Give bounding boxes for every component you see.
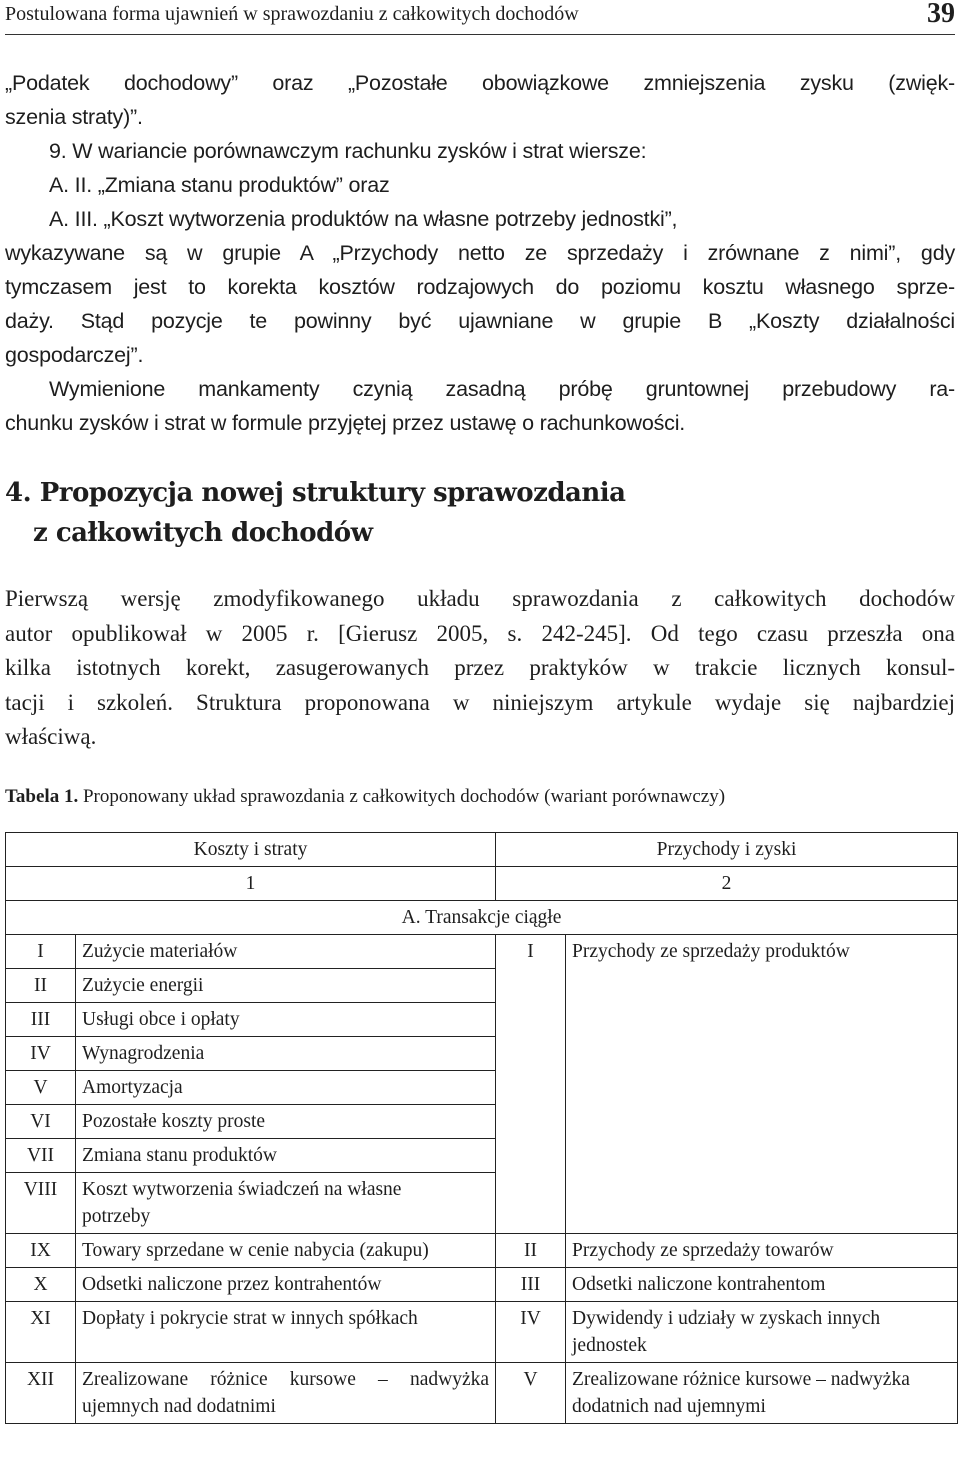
row-right-num: I [496, 935, 566, 1234]
col-right-num: 2 [496, 867, 958, 901]
row-left-text: Zmiana stanu produktów [76, 1139, 496, 1173]
row-left-text: Odsetki naliczone przez kontrahentów [76, 1268, 496, 1302]
intro-line: A. II. „Zmiana stanu produktów” oraz [49, 173, 390, 197]
section-a-label: A. Transakcje ciągłe [6, 901, 958, 935]
body-paragraph [5, 582, 955, 755]
row-left-num: V [6, 1071, 76, 1105]
table-header-row [6, 833, 958, 867]
table-number-row [6, 867, 958, 901]
row-left-num: VI [6, 1105, 76, 1139]
intro-line: tymczasem jest to korekta kosztów rodzajowych do poziomu kosztu własnego sprze- [5, 275, 955, 299]
section-title-line1: Propozycja nowej struktury sprawozdania [39, 478, 626, 508]
paragraph-line: właściwą. [5, 724, 97, 749]
table-row [6, 1302, 958, 1363]
row-left-num: VII [6, 1139, 76, 1173]
row-right-num: V [496, 1363, 566, 1424]
running-header [5, 0, 955, 35]
row-left-text: Amortyzacja [76, 1071, 496, 1105]
statement-table [5, 832, 958, 1424]
row-left-num: III [6, 1003, 76, 1037]
row-right-num: II [496, 1234, 566, 1268]
section-heading [5, 473, 955, 553]
intro-line: A. III. „Koszt wytworzenia produktów na własne potrzeby jednostki”, [49, 207, 678, 231]
row-right-num: IV [496, 1302, 566, 1363]
table-caption-text: Proponowany układ sprawozdania z całkowitych dochodów (wariant porównawczy) [78, 786, 726, 807]
intro-line: chunku zysków i strat w formule przyjętej przez ustawę o rachunkowości. [5, 411, 686, 435]
table-row [6, 1363, 958, 1424]
col-left-num: 1 [6, 867, 496, 901]
row-right-text: Zrealizowane różnice kursowe – nadwyżka dodatnich nad ujemnymi [566, 1363, 958, 1424]
row-left-text: Wynagrodzenia [76, 1037, 496, 1071]
row-left-text: Usługi obce i opłaty [76, 1003, 496, 1037]
header-title: Postulowana forma ujawnień w sprawozdaniu z całkowitych dochodów [5, 3, 579, 25]
row-left-num: XII [6, 1363, 76, 1424]
table-caption [5, 786, 955, 808]
page-number: 39 [927, 0, 955, 29]
row-left-text: Dopłaty i pokrycie strat w innych spółkach [76, 1302, 496, 1363]
table-row [6, 1268, 958, 1302]
row-right-num: III [496, 1268, 566, 1302]
intro-line: wykazywane są w grupie A „Przychody netto ze sprzedaży i zrównane z nimi”, gdy [5, 241, 955, 265]
row-left-num: I [6, 935, 76, 969]
row-left-text: Towary sprzedane w cenie nabycia (zakupu) [76, 1234, 496, 1268]
row-left-num: II [6, 969, 76, 1003]
row-left-num: VIII [6, 1173, 76, 1234]
table-section-row [6, 901, 958, 935]
table-row [6, 1234, 958, 1268]
intro-line: 9. W wariancie porównawczym rachunku zysków i strat wiersze: [49, 139, 647, 163]
col-right-header: Przychody i zyski [496, 833, 958, 867]
paragraph-line: Pierwszą wersję zmodyfikowanego układu sprawozdania z całkowitych dochodów [5, 586, 955, 611]
intro-line: szenia straty)”. [5, 105, 143, 129]
row-right-text: Dywidendy i udziały w zyskach innych jednostek [566, 1302, 958, 1363]
row-right-text: Odsetki naliczone kontrahentom [566, 1268, 958, 1302]
paragraph-line: tacji i szkoleń. Struktura proponowana w niniejszym artykule wydaje się najbardziej [5, 689, 955, 715]
table-row [6, 935, 958, 969]
paragraph-line: autor opublikował w 2005 r. [Gierusz 2005, s. 242-245]. Od tego czasu przeszła ona [5, 620, 955, 646]
row-left-text: Zużycie energii [76, 969, 496, 1003]
row-left-text: Zużycie materiałów [76, 935, 496, 969]
row-left-num: IX [6, 1234, 76, 1268]
paragraph-line: kilka istotnych korekt, zasugerowanych przez praktyków w trakcie licznych konsul- [5, 655, 955, 680]
intro-text [5, 66, 955, 440]
row-left-num: X [6, 1268, 76, 1302]
col-left-header: Koszty i straty [6, 833, 496, 867]
table-caption-label: Tabela 1. [5, 786, 79, 807]
row-left-text: Pozostałe koszty proste [76, 1105, 496, 1139]
row-right-text: Przychody ze sprzedaży towarów [566, 1234, 958, 1268]
row-left-text: Koszt wytworzenia świadczeń na własne potrzeby [76, 1173, 496, 1234]
intro-line: daży. Stąd pozycje te powinny być ujawniane w grupie B „Koszty działalności [5, 309, 955, 333]
row-left-num: XI [6, 1302, 76, 1363]
row-left-num: IV [6, 1037, 76, 1071]
section-number: 4. [5, 478, 32, 508]
row-right-text: Przychody ze sprzedaży produktów [566, 935, 958, 1234]
intro-line: „Podatek dochodowy” oraz „Pozostałe obowiązkowe zmniejszenia zysku (zwięk- [5, 71, 955, 95]
intro-line: gospodarczej”. [5, 343, 144, 367]
section-title-line2: z całkowitych dochodów [33, 518, 373, 548]
row-left-text: Zrealizowane różnice kursowe – nadwyżka ujemnych nad dodatnimi [76, 1363, 496, 1424]
intro-line: Wymienione mankamenty czynią zasadną próbę gruntownej przebudowy ra- [49, 377, 955, 401]
